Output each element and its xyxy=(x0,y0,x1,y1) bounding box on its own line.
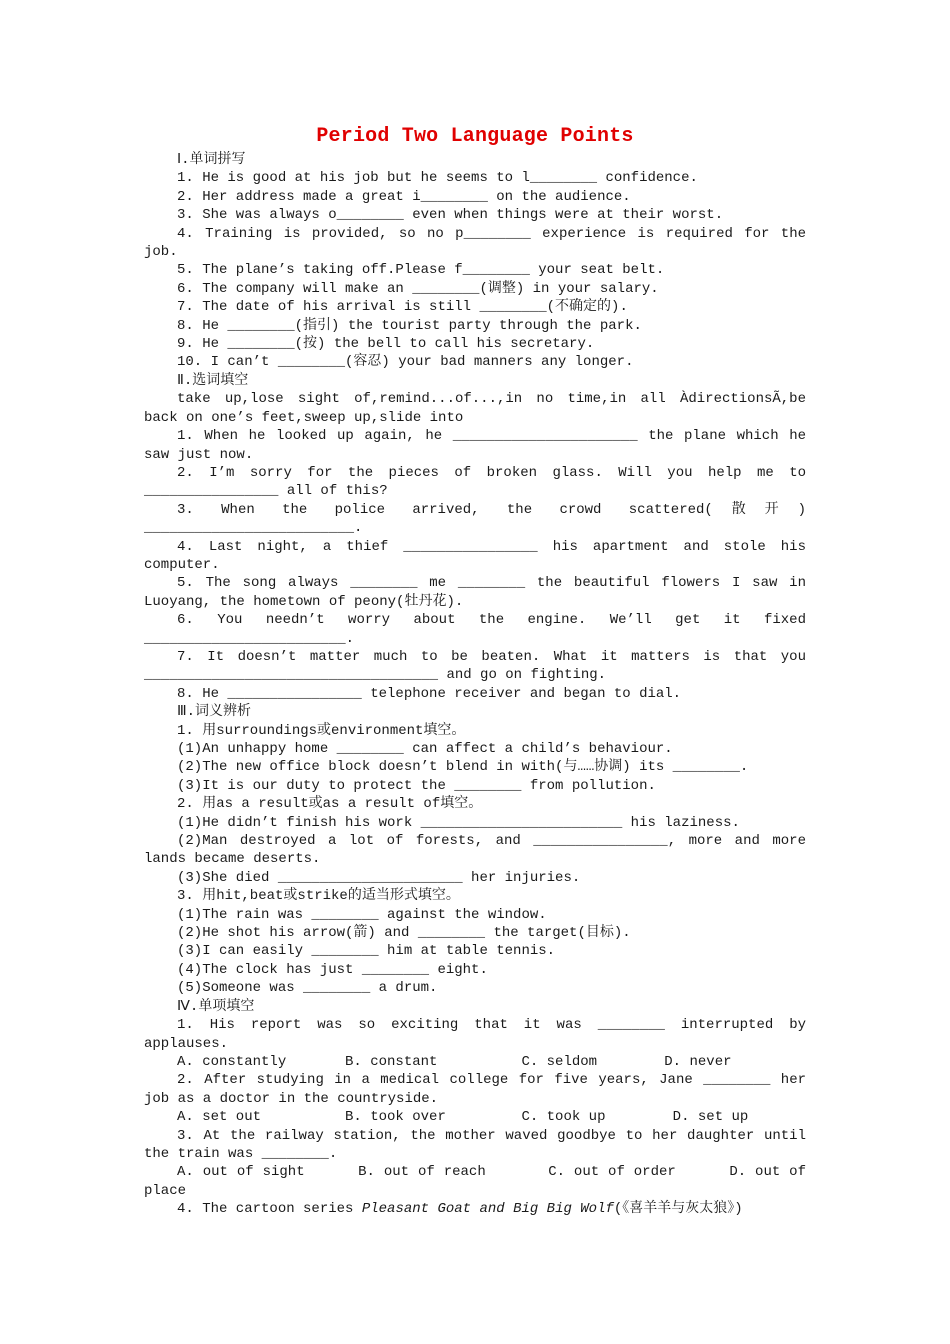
stem-text: (《喜羊羊与灰太狼》) xyxy=(613,1201,743,1218)
subsection-heading: 2. 用as a result或as a result of填空。 xyxy=(177,796,483,813)
list-item: 3. She was always o________ even when things were at their worst. xyxy=(177,207,724,224)
list-item: (1)He didn’t finish his work ________________________ his laziness. xyxy=(177,814,740,831)
section-1-list xyxy=(144,169,815,371)
cartoon-title: Pleasant Goat and Big Big Wolf xyxy=(361,1201,614,1218)
list-item: 5. The plane’s taking off.Please f________ your seat belt. xyxy=(177,262,665,279)
list-item: 5. The song always ________ me ________ the beautiful flowers I saw in Luoyang, the hometown of peony(牡丹花). xyxy=(144,575,815,610)
stem-text: 4. The cartoon series xyxy=(177,1201,362,1218)
list-item: 1. He is good at his job but he seems to l________ confidence. xyxy=(177,170,698,187)
subsection-heading: 1. 用surroundings或environment填空。 xyxy=(177,722,466,739)
question-options: A. out of sight B. out of reach C. out of order D. out of place xyxy=(144,1164,815,1199)
question-stem: 2. After studying in a medical college for five years, Jane ________ her job as a doctor in the countryside. xyxy=(144,1072,815,1107)
list-item: 10. I can’t ________(容忍) your bad manners any longer. xyxy=(177,354,634,371)
list-item: (2)He shot his arrow(箭) and ________ the target(目标). xyxy=(177,925,631,942)
list-item: 4. Last night, a thief ________________ his apartment and stole his computer. xyxy=(144,538,815,573)
subsection-heading: 3. 用hit,beat或strike的适当形式填空。 xyxy=(177,888,460,905)
list-item: (2)Man destroyed a lot of forests, and ________________, more and more lands became deserts. xyxy=(144,833,815,868)
list-item: (3)She died ______________________ her injuries. xyxy=(177,869,581,886)
section-4-heading: Ⅳ.单项填空 xyxy=(177,998,255,1015)
list-item: 6. You needn’t worry about the engine. We’ll get it fixed ________________________. xyxy=(144,612,815,647)
list-item: (4)The clock has just ________ eight. xyxy=(177,961,488,978)
section-2-heading: Ⅱ.选词填空 xyxy=(177,372,249,389)
question-stem: 1. His report was so exciting that it was ________ interrupted by applauses. xyxy=(144,1017,815,1052)
list-item: 2. I’m sorry for the pieces of broken glass. Will you help me to ________________ all of this? xyxy=(144,464,815,500)
question-options: A. constantly B. constant C. seldom D. never xyxy=(177,1053,732,1070)
list-item: 8. He ________(指引) the tourist party through the park. xyxy=(177,317,642,334)
list-item: (3)It is our duty to protect the ________ from pollution. xyxy=(177,777,656,794)
word-bank: take up,lose sight of,remind...of...,in no time,in all ÀdirectionsÃ,be back on one’s feet,sweep up,slide into xyxy=(144,391,815,426)
list-item: 4. Training is provided, so no p________ experience is required for the job. xyxy=(144,225,815,261)
list-item: 7. The date of his arrival is still ________(不确定的). xyxy=(177,299,628,316)
question-stem xyxy=(144,1200,806,1218)
section-2-list xyxy=(144,427,815,703)
list-item: (1)The rain was ________ against the window. xyxy=(177,906,547,923)
list-item: 9. He ________(按) the bell to call his secretary. xyxy=(177,336,595,353)
worksheet-page xyxy=(144,124,815,1219)
section-3-heading: Ⅲ.词义辨析 xyxy=(177,704,252,721)
list-item: (3)I can easily ________ him at table tennis. xyxy=(177,943,556,960)
question-stem: 3. At the railway station, the mother waved goodbye to her daughter until the train was ________. xyxy=(144,1127,815,1162)
page-title: Period Two Language Points xyxy=(316,125,634,148)
list-item: 8. He ________________ telephone receiver and began to dial. xyxy=(177,685,682,702)
list-item: (5)Someone was ________ a drum. xyxy=(177,980,438,997)
list-item: 2. Her address made a great i________ on the audience. xyxy=(177,188,631,205)
list-item: 6. The company will make an ________(调整) in your salary. xyxy=(177,280,659,297)
list-item: 1. When he looked up again, he ______________________ the plane which he saw just now. xyxy=(144,428,815,463)
section-1-heading: Ⅰ.单词拼写 xyxy=(177,152,246,168)
list-item: (1)An unhappy home ________ can affect a child’s behaviour. xyxy=(177,741,673,757)
list-item: (2)The new office block doesn’t blend in with(与……协调) its ________. xyxy=(177,759,749,776)
list-item: 7. It doesn’t matter much to be beaten. What it matters is that you ___________________________________ and go on fighting. xyxy=(144,648,815,684)
question-options: A. set out B. took over C. took up D. set up xyxy=(177,1109,749,1126)
list-item: 3. When the police arrived, the crowd scattered(散开) _________________________. xyxy=(144,501,815,537)
